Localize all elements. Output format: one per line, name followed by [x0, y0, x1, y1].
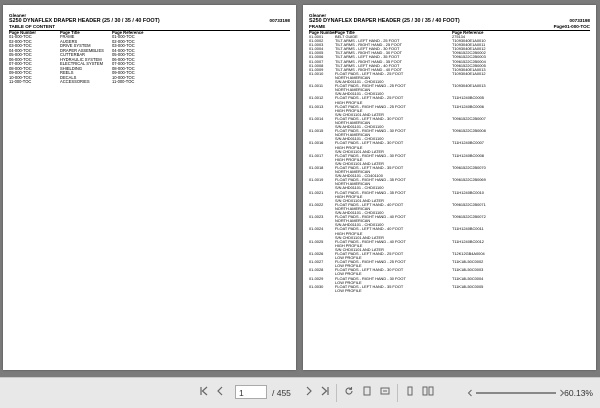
- row-title-line: FLOAT PADS - RIGHT HAND - 30 FOOT: [335, 152, 406, 158]
- toolbar-separator: [397, 384, 398, 402]
- row-title-line: FLOAT PADS - LEFT HAND - 30 FOOT: [335, 267, 404, 273]
- row-title-line: NORTH AMERICAN: [335, 181, 371, 187]
- row-title-line: FLOAT PADS - RIGHT HAND - 35 FOOT: [335, 177, 406, 183]
- row-title-line: TILT ARMS - LEFT HAND - 35 FOOT: [335, 54, 400, 60]
- row-page-number: 01-0026: [309, 250, 324, 256]
- row-page-reference: T12K12GB4A0004: [452, 250, 485, 256]
- section-name: FRAME: [309, 24, 326, 29]
- row-page-title: DECALS: [60, 74, 77, 80]
- row-page-reference: T11K18L50C0002: [452, 259, 484, 265]
- row-page-number: 01-0006: [309, 54, 324, 60]
- row-page-reference: T11H1240BC0011: [452, 226, 484, 232]
- row-page-reference: T0961522C2B0069: [452, 177, 486, 183]
- row-title-line: FLOAT PADS - LEFT HAND - 35 FOOT: [335, 165, 404, 170]
- row-page-reference: 11-000-TOC: [112, 79, 135, 84]
- row-title-line: TILT ARMS - RIGHT HAND - 30 FOOT: [335, 50, 403, 56]
- row-page-title: ACCESSORIES: [60, 79, 90, 84]
- prev-page-icon[interactable]: [214, 386, 226, 400]
- row-page-reference: T1093040E1A0012: [452, 46, 486, 52]
- row-page-title: AUGERS: [60, 38, 78, 44]
- row-page-number: 01-0008: [309, 62, 324, 68]
- column-header-page-number: Page Number: [309, 30, 336, 35]
- row-page-title: [335, 227, 451, 239]
- row-title-line: FLOAT PADS - RIGHT HAND - 30 FOOT: [335, 128, 406, 134]
- row-title-line: HIGH PROFILE: [335, 156, 363, 162]
- row-page-number: 01-0018: [309, 165, 324, 170]
- row-page-reference: 06-000-TOC: [112, 56, 135, 62]
- row-page-number: 04-000-TOC: [9, 47, 32, 53]
- row-page-number: 01-0015: [309, 128, 324, 134]
- row-page-number: 01-0022: [309, 201, 324, 207]
- row-page-number: 01-000-TOC: [9, 34, 32, 39]
- row-title-line: HIGH PROFILE: [335, 107, 363, 113]
- row-title-line: FLOAT PADS - LEFT HAND - 25 FOOT: [335, 70, 404, 76]
- page-total: / 455: [272, 388, 291, 398]
- row-page-number: 01-0013: [309, 103, 324, 109]
- row-title-line: TILT ARMS - LEFT HAND - 40 FOOT: [335, 62, 400, 68]
- row-page-reference: 05-000-TOC: [112, 52, 135, 57]
- row-page-title: CUTTERBAR: [60, 52, 86, 57]
- row-title-line: FLOAT PADS - RIGHT HAND - 30 FOOT: [335, 275, 406, 281]
- row-page-title: DRIVE SYSTEM: [60, 43, 91, 48]
- row-page-number: 01-0024: [309, 226, 324, 232]
- column-header-page-reference: Page Reference: [112, 30, 144, 35]
- row-title-line: FLOAT PADS - RIGHT HAND - 25 FOOT: [335, 259, 406, 265]
- row-title-line: FLOAT PADS - RIGHT HAND - 35 FOOT: [335, 189, 406, 195]
- row-title-line: NORTH AMERICAN: [335, 87, 371, 93]
- page-number-input[interactable]: 1: [235, 385, 267, 399]
- row-title-line: S/N CHD01101 AND LATER: [335, 148, 384, 154]
- brand-name: Gleaner: [309, 13, 327, 18]
- next-page-icon[interactable]: [303, 386, 315, 400]
- row-page-title: ELECTRICAL SYSTEM: [60, 61, 104, 66]
- row-page-number: 01-0012: [309, 95, 324, 101]
- row-title-line: TILT ARMS - LEFT HAND - 25 FOOT: [335, 38, 400, 44]
- row-title-line: S/N CHD01101 AND LATER: [335, 234, 384, 240]
- row-page-title: SHIELDING: [60, 65, 83, 71]
- row-page-number: 01-0005: [309, 50, 324, 56]
- row-page-number: 01-0023: [309, 214, 324, 220]
- row-page-reference: T0961522C2B0072: [452, 214, 486, 220]
- row-page-reference: T1093040E1A0010: [452, 38, 486, 44]
- row-page-number: 01-0003: [309, 42, 324, 48]
- row-page-reference: 04-000-TOC: [112, 47, 135, 53]
- row-title-line: FLOAT PADS - RIGHT HAND - 25 FOOT: [335, 83, 406, 89]
- row-page-number: 01-0027: [309, 259, 324, 265]
- row-page-number: 01-0021: [309, 189, 324, 195]
- row-page-number: 07-000-TOC: [9, 61, 32, 66]
- row-page-title: HYDRAULIC SYSTEM: [60, 56, 102, 62]
- row-page-reference: T0961522C2B0071: [452, 201, 486, 207]
- pdf-viewer-toolbar: [0, 377, 600, 408]
- row-page-reference: 09-000-TOC: [112, 70, 135, 75]
- row-title-line: FLOAT PADS - LEFT HAND - 30 FOOT: [335, 115, 404, 121]
- row-page-number: 11-000-TOC: [9, 79, 32, 84]
- row-page-number: 08-000-TOC: [9, 65, 32, 71]
- row-title-line: LOW PROFILE: [335, 271, 362, 277]
- row-title-line: S/N CHD01101 AND LATER: [335, 197, 384, 203]
- row-page-number: 01-0016: [309, 140, 324, 146]
- row-page-reference: T1093040E1A0012: [452, 70, 486, 76]
- scrollbar-track[interactable]: [476, 392, 556, 394]
- table-row[interactable]: [309, 285, 590, 293]
- row-title-line: NORTH AMERICAN: [335, 132, 371, 138]
- row-page-reference: T11H1240BC0005: [452, 95, 484, 101]
- row-title-line: LOW PROFILE: [335, 263, 362, 269]
- toolbar-separator: [336, 384, 337, 402]
- row-page-reference: T0961522C2B0007: [452, 115, 486, 121]
- single-page-icon[interactable]: [404, 386, 416, 400]
- row-title-line: S/N CHD01101 AND LATER: [335, 160, 384, 166]
- row-title-line: NORTH AMERICAN: [335, 205, 371, 211]
- table-row[interactable]: [309, 227, 590, 239]
- fit-width-icon[interactable]: [379, 386, 391, 400]
- row-page-number: 09-000-TOC: [9, 70, 32, 75]
- row-page-reference: T0961522C2B0004: [452, 58, 486, 64]
- row-page-number: 05-000-TOC: [9, 52, 32, 57]
- row-title-line: FLOAT PADS - LEFT HAND - 25 FOOT: [335, 95, 404, 101]
- row-title-line: LOW PROFILE: [335, 279, 362, 285]
- row-page-number: 01-0017: [309, 152, 324, 158]
- row-title-line: S/N AHD01101 - CHD01100: [335, 91, 384, 97]
- row-title-line: S/N AHD01101 - CD401100: [335, 173, 383, 179]
- row-title-line: TILT ARMS - RIGHT HAND - 40 FOOT: [335, 66, 403, 72]
- row-title-line: S/N AHD01101 - CHD01100: [335, 124, 384, 130]
- row-page-number: 06-000-TOC: [9, 56, 32, 62]
- row-page-title: [335, 178, 451, 190]
- row-page-number: 01-0004: [309, 46, 324, 52]
- row-page-number: 10-000-TOC: [9, 74, 32, 80]
- document-title-text: S250 DYNAFLEX DRAPER HEADER (25 / 30 / 35 / 40 FOOT): [309, 18, 460, 24]
- row-title-line: S/N AHD01101 - CHD01100: [335, 136, 384, 142]
- row-page-number: 01-0007: [309, 58, 324, 64]
- row-title-line: FLOAT PADS - LEFT HAND - 40 FOOT: [335, 201, 404, 207]
- row-page-reference: T11H1240BC0007: [452, 140, 484, 146]
- row-page-reference: T11H1240BC0006: [452, 103, 484, 109]
- document-number: 00733198: [569, 18, 590, 23]
- row-page-reference: T11H1240BC0012: [452, 238, 484, 244]
- row-title-line: FLOAT PADS - RIGHT HAND - 40 FOOT: [335, 238, 406, 244]
- toc-table: [9, 35, 290, 85]
- row-title-line: BELT GUIDE: [335, 34, 358, 39]
- row-title-line: S/N AHD01101 - CHD01100: [335, 185, 384, 191]
- row-page-reference: 10-000-TOC: [112, 74, 135, 80]
- row-title-line: TILT ARMS - RIGHT HAND - 35 FOOT: [335, 58, 403, 64]
- row-page-title: [335, 191, 451, 203]
- row-page-reference: 07-000-TOC: [112, 61, 135, 66]
- row-page-number: 02-000-TOC: [9, 38, 32, 44]
- row-title-line: FLOAT PADS - LEFT HAND - 40 FOOT: [335, 226, 404, 232]
- document-title-text: S250 DYNAFLEX DRAPER HEADER (25 / 30 / 35 / 40 FOOT): [9, 18, 160, 24]
- row-title-line: S/N AHD01101 - CHD01100: [335, 210, 384, 216]
- row-page-title: REELS: [60, 70, 74, 75]
- row-page-reference: T11H1240BC0010: [452, 189, 484, 195]
- row-page-number: 01-0002: [309, 38, 324, 44]
- table-row[interactable]: [309, 191, 590, 203]
- column-header-page-title: Page Title: [335, 30, 355, 35]
- fit-page-icon[interactable]: [361, 386, 373, 400]
- row-page-reference: T11K18L50C0003: [452, 267, 484, 273]
- row-page-title: [335, 141, 451, 153]
- table-row[interactable]: [309, 141, 590, 153]
- row-title-line: NORTH AMERICAN: [335, 218, 371, 224]
- column-header-page-reference: Page Reference: [452, 30, 484, 35]
- row-page-reference: T0961522C2B0005: [452, 62, 486, 68]
- row-title-line: NORTH AMERICAN: [335, 74, 371, 80]
- row-page-reference: T0961522C2B0003: [452, 54, 486, 60]
- row-title-line: S/N AHD01101 - CHD01100: [335, 222, 384, 228]
- row-page-number: 01-0011: [309, 83, 323, 89]
- row-page-number: 01-0009: [309, 66, 324, 72]
- row-title-line: HIGH PROFILE: [335, 193, 363, 199]
- row-title-line: FLOAT PADS - LEFT HAND - 25 FOOT: [335, 250, 404, 256]
- row-page-reference: T11H1240BC0008: [452, 152, 484, 158]
- row-page-reference: 02-000-TOC: [112, 38, 135, 44]
- brand-name: Gleaner: [9, 13, 27, 18]
- row-page-reference: 08-000-TOC: [112, 65, 135, 71]
- column-header-page-title: Page Title: [60, 30, 80, 35]
- row-page-reference: T11K18L50C0004: [452, 275, 484, 281]
- row-page-reference: T11K18L50C0005: [452, 283, 484, 289]
- row-title-line: NORTH AMERICAN: [335, 119, 371, 125]
- row-page-reference: T0961522C2B0070: [452, 165, 486, 170]
- row-page-number: 01-0028: [309, 267, 324, 273]
- row-title-line: LOW PROFILE: [335, 287, 362, 293]
- rotate-icon[interactable]: [343, 386, 355, 400]
- scroll-left-icon[interactable]: [466, 389, 474, 399]
- last-page-icon[interactable]: [319, 386, 331, 400]
- horizontal-scrollbar[interactable]: [466, 389, 566, 397]
- section-title: TABLE OF CONTENT: [9, 24, 56, 29]
- row-title-line: FLOAT PADS - LEFT HAND - 30 FOOT: [335, 140, 404, 146]
- row-title-line: NORTH AMERICAN: [335, 169, 371, 175]
- row-title-line: HIGH PROFILE: [335, 242, 363, 248]
- row-page-reference: T0961522C2B0002: [452, 50, 486, 56]
- row-page-number: 03-000-TOC: [9, 43, 32, 48]
- row-page-number: 01-0025: [309, 238, 324, 244]
- row-title-line: TILT ARMS - RIGHT HAND - 25 FOOT: [335, 42, 403, 48]
- row-title-line: FLOAT PADS - LEFT HAND - 35 FOOT: [335, 283, 404, 289]
- row-page-number: 01-0029: [309, 275, 324, 281]
- row-page-title: FRAME: [60, 34, 75, 39]
- table-row[interactable]: [309, 178, 590, 190]
- row-page-reference: 01-000-TOC: [112, 34, 135, 39]
- row-page-reference: T1093040E1A0013: [452, 83, 486, 89]
- row-page-number: 01-0019: [309, 177, 324, 183]
- row-title-line: S/N CHD01101 AND LATER: [335, 246, 384, 252]
- row-page-number: 01-0010: [309, 70, 324, 76]
- row-page-reference: T0961522C2B0008: [452, 128, 486, 134]
- row-title-line: HIGH PROFILE: [335, 99, 363, 105]
- two-page-icon[interactable]: [421, 386, 435, 400]
- row-page-reference: T1093040E1A0011: [452, 42, 486, 48]
- header-rule: [9, 30, 290, 31]
- table-row[interactable]: [9, 80, 290, 85]
- row-title-line: HIGH PROFILE: [335, 144, 363, 150]
- row-page-number: 01-0030: [309, 283, 324, 289]
- document-number: 00733198: [269, 18, 290, 23]
- page-reference: Page01-000-TOC: [553, 24, 590, 29]
- zoom-level[interactable]: 60.13%: [564, 388, 593, 398]
- row-page-number: 01-0001: [309, 34, 324, 39]
- section-title: [309, 24, 590, 29]
- document-page-left: [3, 5, 296, 370]
- row-title-line: FLOAT PADS - RIGHT HAND - 25 FOOT: [335, 103, 406, 109]
- row-title-line: TILT ARMS - LEFT HAND - 30 FOOT: [335, 46, 400, 52]
- document-page-right: [303, 5, 596, 370]
- parts-table: [309, 35, 590, 293]
- row-page-title: DRAPER ASSEMBLIES: [60, 47, 104, 53]
- row-title-line: FLOAT PADS - RIGHT HAND - 40 FOOT: [335, 214, 406, 220]
- column-header-page-number: Page Number: [9, 30, 36, 35]
- row-page-reference: 275134: [452, 34, 465, 39]
- row-page-number: 01-0014: [309, 115, 324, 121]
- row-page-reference: T1093040E1A0013: [452, 66, 486, 72]
- row-page-reference: 03-000-TOC: [112, 43, 135, 48]
- row-page-title: [335, 285, 451, 293]
- row-title-line: S/N CHD01101 AND LATER: [335, 111, 384, 117]
- row-title-line: HIGH PROFILE: [335, 230, 363, 236]
- row-title-line: LOW PROFILE: [335, 255, 362, 261]
- first-page-icon[interactable]: [198, 386, 210, 400]
- row-title-line: S/N AHD01101 - CHD01100: [335, 79, 384, 85]
